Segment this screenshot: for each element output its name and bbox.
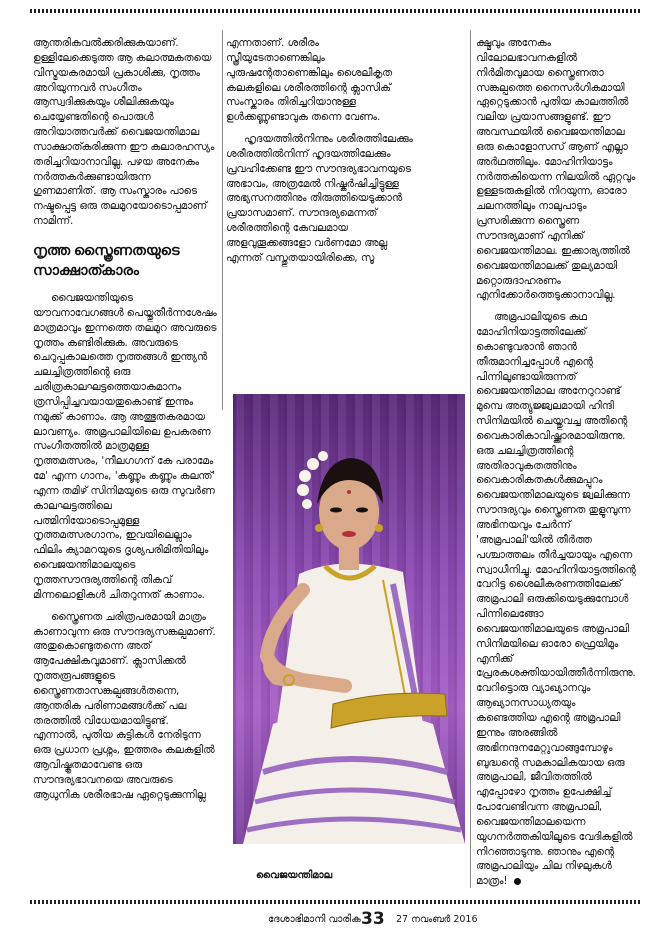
col2-paragraph-2: ഹൃദയത്തിൽനിന്നും ശരീരത്തിലേക്കും ശരീരത്തിൽനിന്ന് ഹൃദയത്തിലേക്കും പ്രവഹിക്കേണ്ട ഈ സൗന്ദര്യഭാവനയുടെ അഭാവം, അത്രമേൽ നിഷ്കർഷിച്ചിട്ടുള്ള അഭ്യസനത്തിനും തിരുത്തിയെടുക്കാൻ പ്രയാസമാണ്. സൗന്ദര്യമെന്നത് ശരീരത്തിന്റെ കേവലമായ അളവുതൂക്കങ്ങളോ വർണമോ അല്ല എന്നത് വസ്തുതയായിരിക്കെ, സൂ (226, 133, 413, 264)
article-column-2 (226, 36, 418, 374)
col3-paragraph-2-text: അമ്രപാലിയുടെ കഥ മോഹിനിയാട്ടത്തിലേക്ക് കൊണ്ടുവരാൻ ഞാൻ തീരുമാനിച്ചപ്പോൾ എന്റെ പിന്നിലുണ്ടായിരുന്നത് വൈജയന്തിമാല അനേറുറാണ്ട് മുമ്പെ അത്യുജ്ജ്വലമായി ഹിന്ദി സിനിമയിൽ ചെയ്തുവച്ച അതിന്റെ വൈകാരികാവിഷ്ക്കാരമായിരുന്നു. ഒരു ചലച്ചിത്രത്തിന്റെ അതിരാവുകതത്തിനും വൈകാരികതകൾക്കുമപ്പുറം വൈജയന്തിമാലയുടെ ജ്വലിക്കുന്ന സൗന്ദര്യവും സ്ത്രൈണത തുളുമ്പുന്ന അഭിനയവും ചേർന്ന് 'അമ്രപാലി'യിൽ തീർത്ത പശ്ചാത്തലം തീർച്ചയായും എന്നെ സ്വാധീനിച്ചു. മോഹിനിയാട്ടത്തിന്റെ വേറിട്ട ശൈലീകരണത്തിലേക്ക് അമ്രപാലി ഒരുക്കിയെടുക്കുമ്പോൾ പിന്നിലെങ്ങോ വൈജയന്തിമാലയുടെ അമ്രപാലി സിനിമയിലെ ഓരോ ഫ്രെയിമും എനിക്ക് പ്രേരകശക്തിയായിത്തീർന്നിരുന്നു. വേറിട്ടൊരു വ്യാഖ്യാനവും ആഖ്യാനസാധ്യതയും കണ്ടെത്തിയ എന്റെ അമ്രപാലി ഇന്നും അരങ്ങിൽ അഭിനന്ദനമേറ്റുവാങ്ങുമ്പോഴും ബുദ്ധന്റെ സമകാലികയായ ഒരു അമ്രപാലി, ജീവിതത്തിൽ എപ്പോഴോ നൃത്തം ഉപേക്ഷിച്ച് പോവേണ്ടിവന്ന അമ്രപാലി, വൈജയന്തിമാലയെന്ന യുഗനർത്തകിയിലൂടെ വേദികളിൽ നിറഞ്ഞാടുന്നു. ഞാനും എന്റെ അമ്രപാലിയും ചില നിഴലുകൾ മാത്രം! (476, 311, 636, 888)
col3-paragraph-2 (476, 310, 638, 889)
section-subheading: നൃത്ത സ്ത്രൈണതയുടെ സാക്ഷാത്കാരം (33, 242, 180, 279)
footer-page-number: 33 (361, 909, 385, 929)
article-column-3 (476, 36, 638, 894)
col1-paragraph-1: ആന്തരികവൽക്കരിക്കുകയാണ്. ഉള്ളിലേക്കെടുത്ത ആ കലാത്മകതയെ വിസ്മയകരമായി പ്രകാശിക്കു, നൃത്തം അറിയുന്നവർ സംഗീതം ആസ്വദിക്കുകയും ശീലിക്കുകയും ചെയ്യേണ്ടതിന്റെ പൊരുൾ അറിയാത്തവർക്ക് വൈജയന്തിമാല സാക്ഷാത്കരിക്കുന്ന ഈ കലാരഹസ്യം തരിച്ചറിയാനാവില്ല. പഴയ അനേകം നർത്തകർക്കുണ്ടായിരുന്ന ഗുണമാണിത്. ആ സംസ്കാരം പാടെ നഷ്ടപ്പെട്ട ഒരു തലമുറയോടൊപ്പമാണ് നാമിന്ന്. (33, 37, 215, 228)
article-column-1 (33, 36, 217, 856)
top-decorative-rule (30, 9, 642, 13)
bottom-decorative-rule (30, 900, 642, 904)
photo-watermark: — · — · — · — (317, 824, 372, 831)
column-divider-2 (470, 30, 471, 888)
col1-paragraph-3: സ്ത്രൈണത ചരിത്രപരമായി മാത്രം കാണാവുന്ന ഒരു സൗന്ദര്യസങ്കല്പമാണ്. അതുകൊണ്ടുതന്നെ അത് ആപേക്ഷികവുമാണ്. ക്ലാസിക്കൽ നൃത്തരൂപങ്ങളുടെ സ്ത്രൈണതാസങ്കല്പങ്ങൾതന്നെ, ആന്തരിക പരിണാമങ്ങൾക്ക് പല തരത്തിൽ വിധേയമായിട്ടുണ്ട്. എന്നാൽ, പുതിയ കുട്ടികൾ നേരിടുന്ന ഒരു പ്രധാന പ്രശ്നം, ഇത്തരം കലകളിൽ ആവിഷ്കൃതമാവേണ്ട ഒരു സൗന്ദര്യഭാവനയെ അവരുടെ ആധുനിക ശരീരഭാഷ ഏറ്റെടുക്കുന്നില്ല (33, 610, 216, 801)
column-divider-1 (222, 30, 223, 410)
article-end-mark-icon (514, 878, 521, 885)
col2-paragraph-1: എന്നതാണ്. ശരീരം സ്ത്രീയുടേതാണെങ്കിലും പുരുഷന്റേതാണെങ്കിലും ശൈലീകൃത കലകളിലെ ശരീരത്തിന്റെ ക്ലാസിക് സംസ്കാരം തിരിച്ചറിയാനുള്ള ഉൾക്കണ്ണുണ്ടാവുക തന്നെ വേണം. (226, 37, 392, 124)
photo-caption: വൈജയന്തിമാല (256, 870, 333, 881)
dancer-photo (233, 394, 465, 844)
col3-paragraph-1: ക്ഷ്മവും അനേകം വിലോലഭാവനകളിൽ നിർമിതവുമായ സ്ത്രൈണതാ സങ്കല്പത്തെ നൈസർഗികമായി ഏറ്റെടുക്കാൻ പുതിയ കാലത്തിൽ വലിയ പ്രയാസങ്ങളുണ്ട്. ഈ അവസ്ഥയിൽ വൈജയന്തിമാല ഒരു കൊളോസസ് ആണ് എല്ലാ അർഥത്തിലും. മോഹിനിയാട്ടം നർത്തകിയെന്ന നിലയിൽ ഏറ്റവും ഉള്ളടരുകളിൽ നിറയുന്ന, ഓരോ ചലനത്തിലും നാലുപാടും പ്രസരിക്കുന്ന സ്ത്രൈണ സൗന്ദര്യമാണ് എനിക്ക് വൈജയന്തിമാല. ഇക്കാര്യത്തിൽ വൈജയന്തിമാലക്ക് തുല്യമായി മറ്റൊരുദാഹരണം എനിക്കോർത്തെടുക്കാനാവില്ല. (476, 37, 636, 302)
footer-date: 27 നവംബർ 2016 (396, 914, 478, 925)
footer-publication-name: ദേശാഭിമാനി വാരിക (268, 914, 361, 925)
dancer-illustration (233, 394, 465, 844)
col1-paragraph-2: വൈജയന്തിയുടെ യൗവനാവേഗങ്ങൾ പെയ്തുതീർന്നശേഷം മാത്രമാവും ഇന്നത്തെ തലമുറ അവരുടെ നൃത്തം കണ്ടിരിക്കുക. അവരുടെ ചെറുപ്പകാലത്തെ നൃത്തങ്ങൾ ഇന്ത്യൻ ചലച്ചിത്രത്തിന്റെ ഒരു ചരിത്രകാലഘട്ടത്തെയാകമാനം ത്രസിപ്പിച്ചവയായതുകൊണ്ട് ഇന്നും നമുക്ക് കാണാം. ആ അത്ഭുതകരമായ ലാവണ്യം. അമ്രപാലിയിലെ ഉപകരണ സംഗീതത്തിൽ മാത്രമുള്ള നൃത്തമത്സരം, 'നീലഗഗന് കേ പരാമേം മേ' എന്ന ഗാനം, 'കണ്ണും കണ്ണും കലന്ത്' എന്ന തമിഴ് സിനിമയുടെ ഒരു സുവർണ കാലഘട്ടത്തിലെ പത്മിനിയോടൊപ്പമുള്ള നൃത്തമത്സരഗാനം, ഇവയിലെല്ലാം ഫിലിം ക്യാമറയുടെ ദൃശ്യപരിമിതിയിലും വൈജയന്തിമാലയുടെ നൃത്തസൗന്ദര്യത്തിന്റെ തികവ് മിന്നലൊളികൾ ചിതറുന്നത് കാണാം. (33, 291, 217, 601)
